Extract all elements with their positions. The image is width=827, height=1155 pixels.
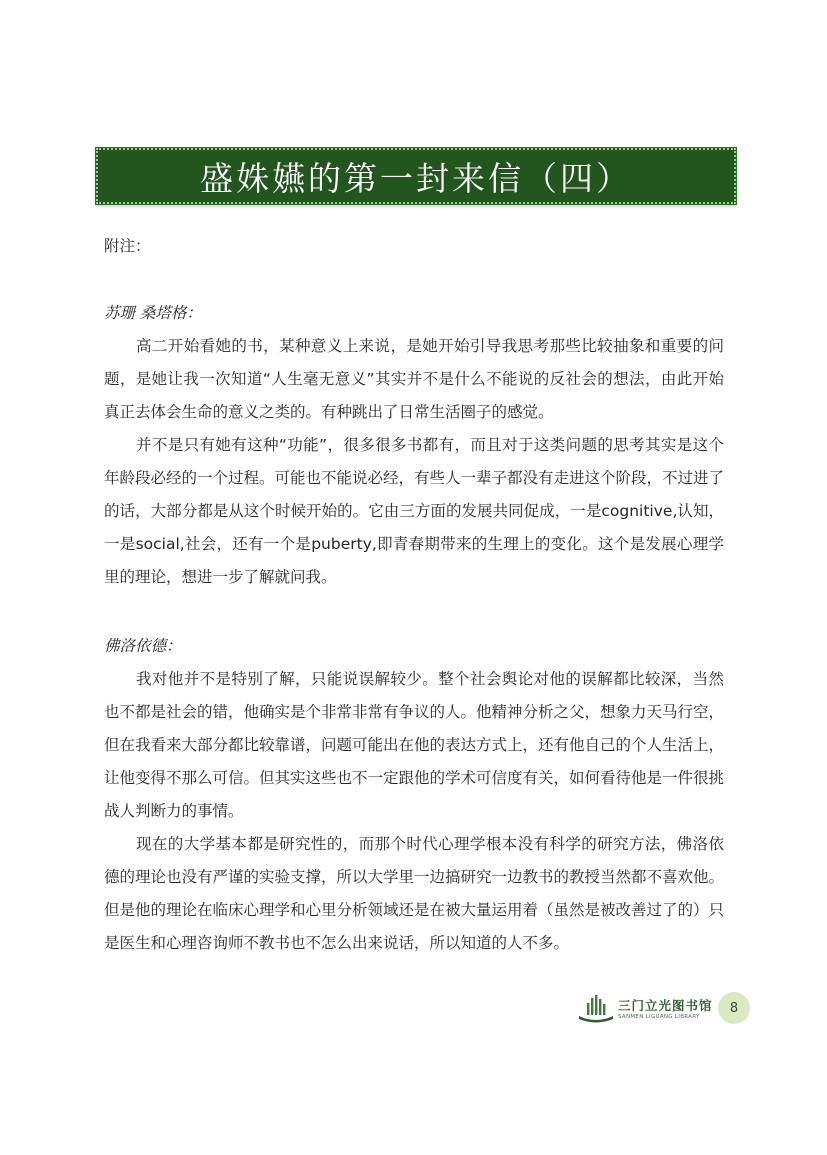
paragraph: 并不是只有她有这种“功能”，很多很多书都有，而且对于这类问题的思考其实是这个年龄段必经的一个过程。可能也不能说必经，有些人一辈子都没有走进这个阶段，不过进了的话，大部分都是从这个时候开始的。它由三方面的发展共同促成，一是cognitive,认知，一是social,社会，还有一个是puberty,即青春期带来的生理上的变化。这个是发展心理学里的理论，想进一步了解就问我。 bbox=[104, 436, 725, 586]
note-label-block bbox=[104, 230, 724, 263]
paragraph: 现在的大学基本都是研究性的，而那个时代心理学根本没有科学的研究方法，佛洛依德的理论也没有严谨的实验支撑，所以大学里一边搞研究一边教书的教授当然都不喜欢他。但是他的理论在临床心理学和心里分析领域还是在被大量运用着（虽然是被改善过了的）只是医生和心理咨询师不教书也不怎么出来说话，所以知道的人不多。 bbox=[104, 835, 725, 952]
title-banner bbox=[96, 148, 736, 204]
library-name-en: SANMEN LIGUANG LIBRARY bbox=[618, 1013, 700, 1020]
section-sontag bbox=[104, 297, 724, 594]
page-number: 8 bbox=[729, 1000, 739, 1016]
library-logo-icon bbox=[578, 993, 614, 1025]
paragraph: 我对他并不是特别了解，只能说误解较少。整个社会舆论对他的误解都比较深，当然也不都是社会的错，他确实是个非常非常有争议的人。他精神分析之父，想象力天马行空，但在我看来大部分都比较靠谱，问题可能出在他的表达方式上，还有他自己的个人生活上，让他变得不那么可信。但其实这些也不一定跟他的学术可信度有关，如何看待他是一件很挑战人判断力的事情。 bbox=[104, 670, 725, 820]
library-logo bbox=[578, 992, 713, 1026]
library-name-cn: 三门立光图书馆 bbox=[618, 997, 713, 1013]
note-label: 附注： bbox=[104, 237, 151, 255]
page-number-badge bbox=[718, 992, 750, 1024]
section-label-sontag: 苏珊 桑塔格： bbox=[104, 304, 202, 322]
section-freud bbox=[104, 630, 724, 960]
paragraph: 高二开始看她的书，某种意义上来说，是她开始引导我思考那些比较抽象和重要的问题，是她让我一次知道“人生毫无意义”其实并不是什么不能说的反社会的想法，由此开始真正去体会生命的意义之类的。有种跳出了日常生活圈子的感觉。 bbox=[104, 337, 724, 421]
page-title: 盛姝嬿的第一封来信（四） bbox=[200, 158, 632, 198]
section-label-freud: 佛洛依德： bbox=[104, 637, 182, 655]
